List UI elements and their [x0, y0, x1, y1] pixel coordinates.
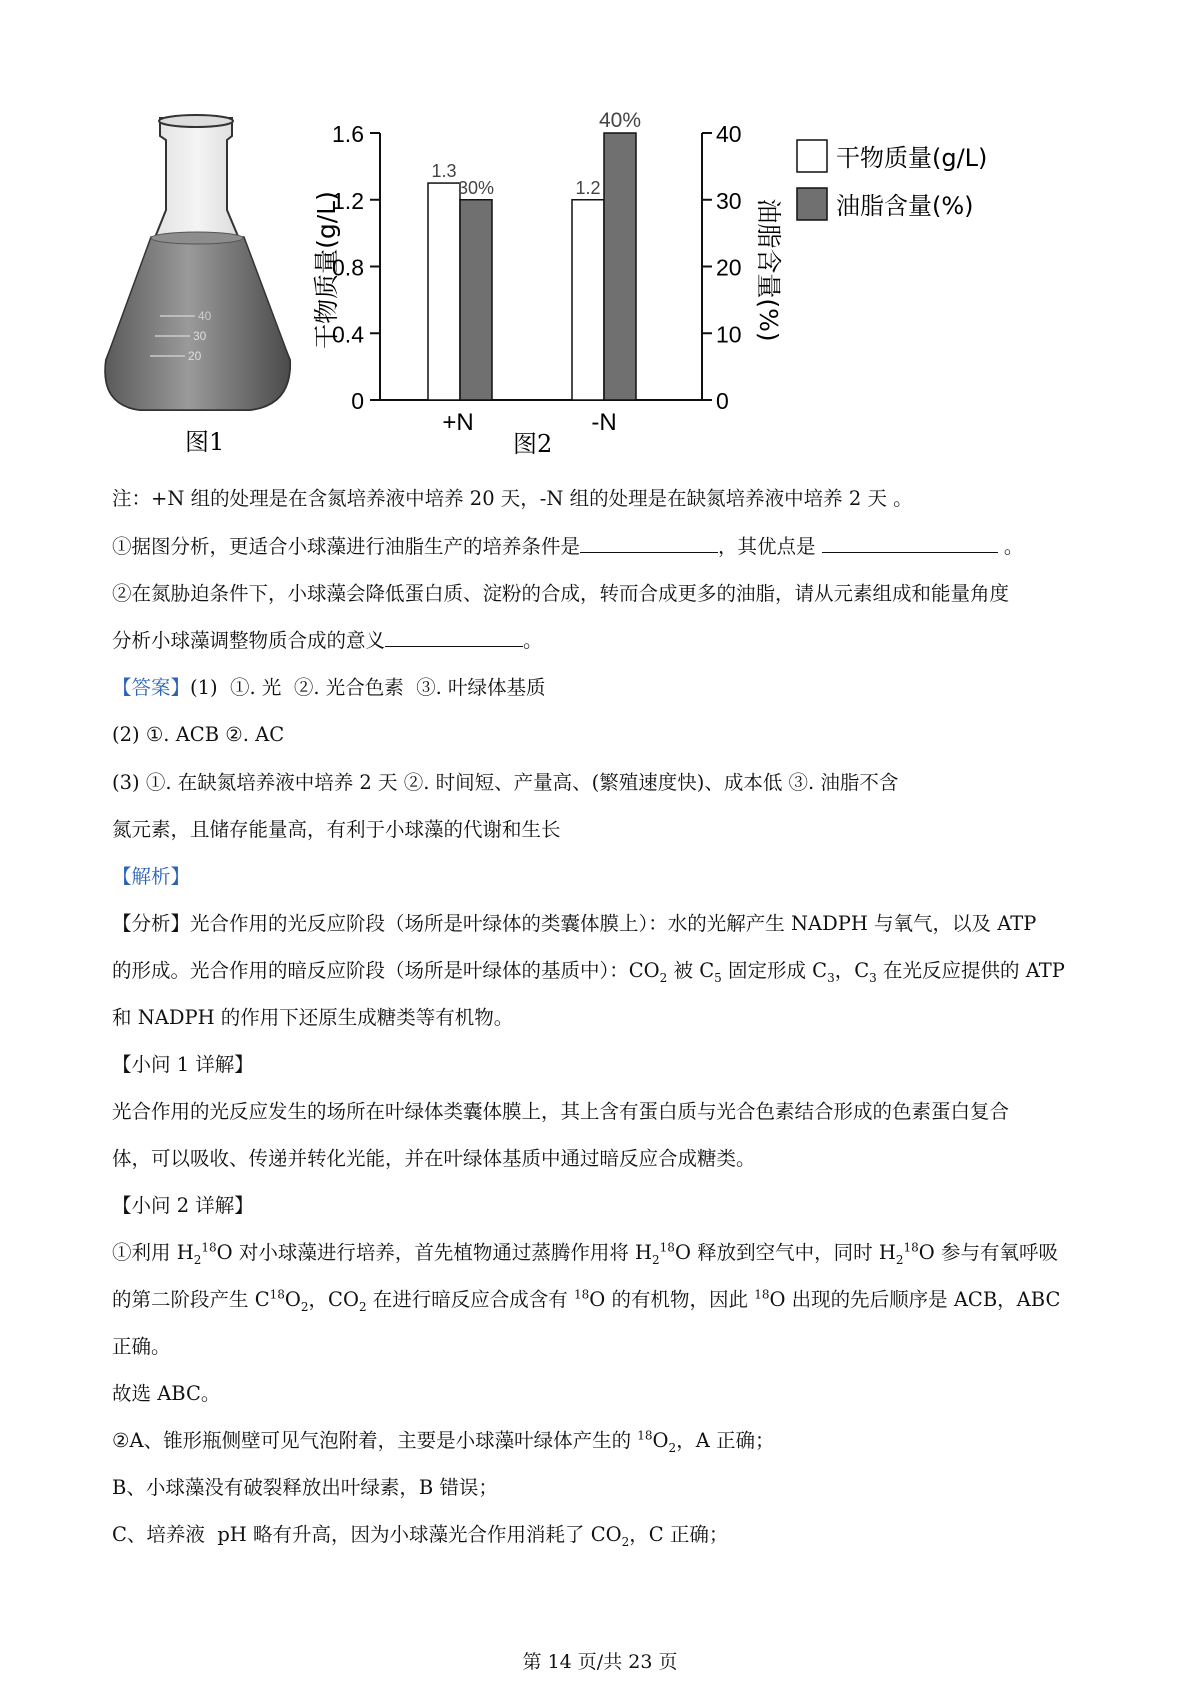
bar-dry-mass [428, 183, 460, 400]
sup: 18 [574, 1287, 590, 1302]
t: 在光反应提供的 ATP [876, 959, 1065, 982]
left-tick-label: 0 [351, 388, 364, 414]
page-footer: 第 14 页/共 23 页 [522, 1651, 678, 1673]
t: O 出现的先后顺序是 ACB，ABC [769, 1288, 1061, 1311]
fig1-label: 图1 [185, 428, 225, 456]
answer-blank [580, 532, 718, 553]
sub: 2 [895, 1252, 904, 1267]
left-tick-label: 1.6 [332, 121, 364, 147]
flask-mark: 20 [188, 349, 202, 363]
answer-line3: (3) ①. 在缺氮培养液中培养 2 天 ②. 时间短、产量高、(繁殖速度快)、成本低 ③. 油脂不含 [112, 771, 899, 794]
legend-item: 油脂含量(%) [836, 192, 974, 220]
bar-oil-content [604, 133, 636, 400]
bar-value-label: 40% [598, 109, 642, 132]
analysis-line2 [112, 956, 1065, 986]
sub-question-1-tag: 【小问 1 详解】 [112, 1053, 254, 1076]
figure-area [0, 0, 1200, 470]
sub: 2 [668, 1440, 677, 1455]
t: O [652, 1429, 669, 1452]
note-line: 注：+N 组的处理是在含氮培养液中培养 20 天，-N 组的处理是在缺氮培养液中培养 2 天 。 [112, 487, 913, 510]
analysis-line1: 【分析】光合作用的光反应阶段（场所是叶绿体的类囊体膜上）：水的光解产生 NADPH 与氧气，以及 ATP [112, 912, 1037, 935]
legend-item: 干物质量(g/L) [836, 144, 988, 172]
t: ②A、锥形瓶侧壁可见气泡附着，主要是小球藻叶绿体产生的 [112, 1429, 638, 1452]
q2-text: 分析小球藻调整物质合成的意义 [112, 629, 386, 652]
left-tick-label: 0.8 [332, 254, 364, 281]
t: 被 C [667, 959, 715, 982]
sub2-line3: 正确。 [112, 1335, 171, 1358]
t: ，CO [308, 1288, 359, 1311]
sub2-line1 [112, 1238, 1058, 1268]
sub2-line5 [112, 1426, 774, 1456]
sub: 2 [652, 1252, 660, 1267]
t: O 的有机物，因此 [589, 1288, 755, 1311]
t: ①利用 H [112, 1241, 194, 1264]
bar-value-label: 30% [457, 177, 495, 198]
sup: 18 [201, 1240, 217, 1255]
left-axis-label: 干物质量(g/L) [312, 191, 341, 349]
legend-swatch-gray [797, 188, 827, 220]
right-ticks [702, 121, 742, 414]
answer-blank [822, 532, 998, 553]
sub2-line6: B、小球藻没有破裂释放出叶绿素，B 错误； [112, 1476, 498, 1499]
sub-question-2-tag: 【小问 2 详解】 [112, 1194, 254, 1217]
t: C、培养液 pH 略有升高，因为小球藻光合作用消耗了 CO [112, 1523, 622, 1546]
bars [428, 109, 641, 400]
answer-part1: (1) ①. 光 ②. 光合色素 ③. 叶绿体基质 [190, 676, 546, 699]
question-2-line2 [112, 626, 543, 656]
sub: 3 [827, 970, 835, 985]
t: ，C [834, 959, 870, 982]
bar-chart [312, 109, 783, 436]
q1-text-c: 。 [997, 535, 1024, 558]
legend [797, 140, 987, 220]
answer-line2: (2) ①. ACB ②. AC [112, 723, 285, 746]
t: 的第二阶段产生 C [112, 1288, 270, 1311]
sub2-line7 [112, 1520, 728, 1550]
sub: 3 [869, 970, 877, 985]
sub: 2 [358, 1299, 367, 1314]
t: 的形成。光合作用的暗反应阶段（场所是叶绿体的基质中）：CO [112, 959, 660, 982]
q1-text-b: ，其优点是 [718, 535, 816, 558]
fig2-label: 图2 [513, 430, 553, 458]
sup: 18 [637, 1428, 653, 1443]
bar-value-label: 1.3 [431, 161, 457, 182]
flask-mark: 30 [193, 329, 207, 343]
left-tick-label: 0.4 [332, 321, 364, 348]
answer-line4: 氮元素，且储存能量高，有利于小球藻的代谢和生长 [112, 818, 561, 841]
sub2-line2 [112, 1285, 1060, 1315]
question-1 [112, 532, 1023, 562]
sup: 18 [754, 1287, 770, 1302]
sub: 2 [621, 1534, 630, 1549]
q1-text-a: ①据图分析，更适合小球藻进行油脂生产的培养条件是 [112, 535, 581, 558]
sup: 18 [659, 1240, 675, 1255]
bar-value-label: 1.2 [575, 177, 601, 198]
t: 固定形成 C [721, 959, 828, 982]
t: O 参与有氧呼吸 [918, 1241, 1058, 1264]
category-label: +N [442, 409, 474, 436]
answer-blank [385, 626, 523, 647]
sub: 2 [659, 970, 668, 985]
question-2-line1: ②在氮胁迫条件下，小球藻会降低蛋白质、淀粉的合成，转而合成更多的油脂，请从元素组成和能量角度 [112, 582, 1010, 605]
right-tick-label: 30 [716, 187, 742, 214]
t: O 释放到空气中，同时 H [674, 1241, 896, 1264]
category-label: -N [591, 409, 617, 436]
analysis-tag: 【解析】 [112, 865, 191, 888]
legend-swatch-white [797, 140, 827, 172]
flask-illustration [105, 115, 290, 410]
analysis-line3: 和 NADPH 的作用下还原生成糖类等有机物。 [112, 1006, 514, 1029]
sub1-line1: 光合作用的光反应发生的场所在叶绿体类囊体膜上，其上含有蛋白质与光合色素结合形成的色素蛋白复合 [112, 1100, 1010, 1123]
right-tick-label: 20 [716, 254, 742, 281]
sub2-line4: 故选 ABC。 [112, 1382, 221, 1405]
bar-dry-mass [572, 200, 604, 400]
t: ，A 正确； [676, 1429, 775, 1452]
t: O 对小球藻进行培养，首先植物通过蒸腾作用将 H [216, 1241, 653, 1264]
answer-tag: 【答案】 [112, 676, 191, 699]
sup: 18 [269, 1287, 285, 1302]
sub: 2 [300, 1299, 309, 1314]
t: 在进行暗反应合成含有 [366, 1288, 575, 1311]
t: ，C 正确； [629, 1523, 729, 1546]
q2-end: 。 [523, 629, 543, 652]
flask-mark: 40 [198, 309, 212, 323]
sub1-line2: 体，可以吸收、传递并转化光能，并在叶绿体基质中通过暗反应合成糖类。 [112, 1147, 756, 1170]
right-tick-label: 10 [716, 321, 742, 348]
right-tick-label: 40 [716, 121, 742, 147]
sub: 5 [714, 970, 722, 985]
bar-oil-content [460, 200, 492, 400]
sub: 2 [193, 1252, 202, 1267]
t: O [284, 1288, 301, 1311]
left-tick-label: 1.2 [332, 187, 364, 214]
right-tick-label: 0 [716, 388, 729, 414]
sup: 18 [903, 1240, 919, 1255]
right-axis-label: 油脂含量(%) [754, 198, 783, 342]
answer-line1 [112, 673, 546, 703]
